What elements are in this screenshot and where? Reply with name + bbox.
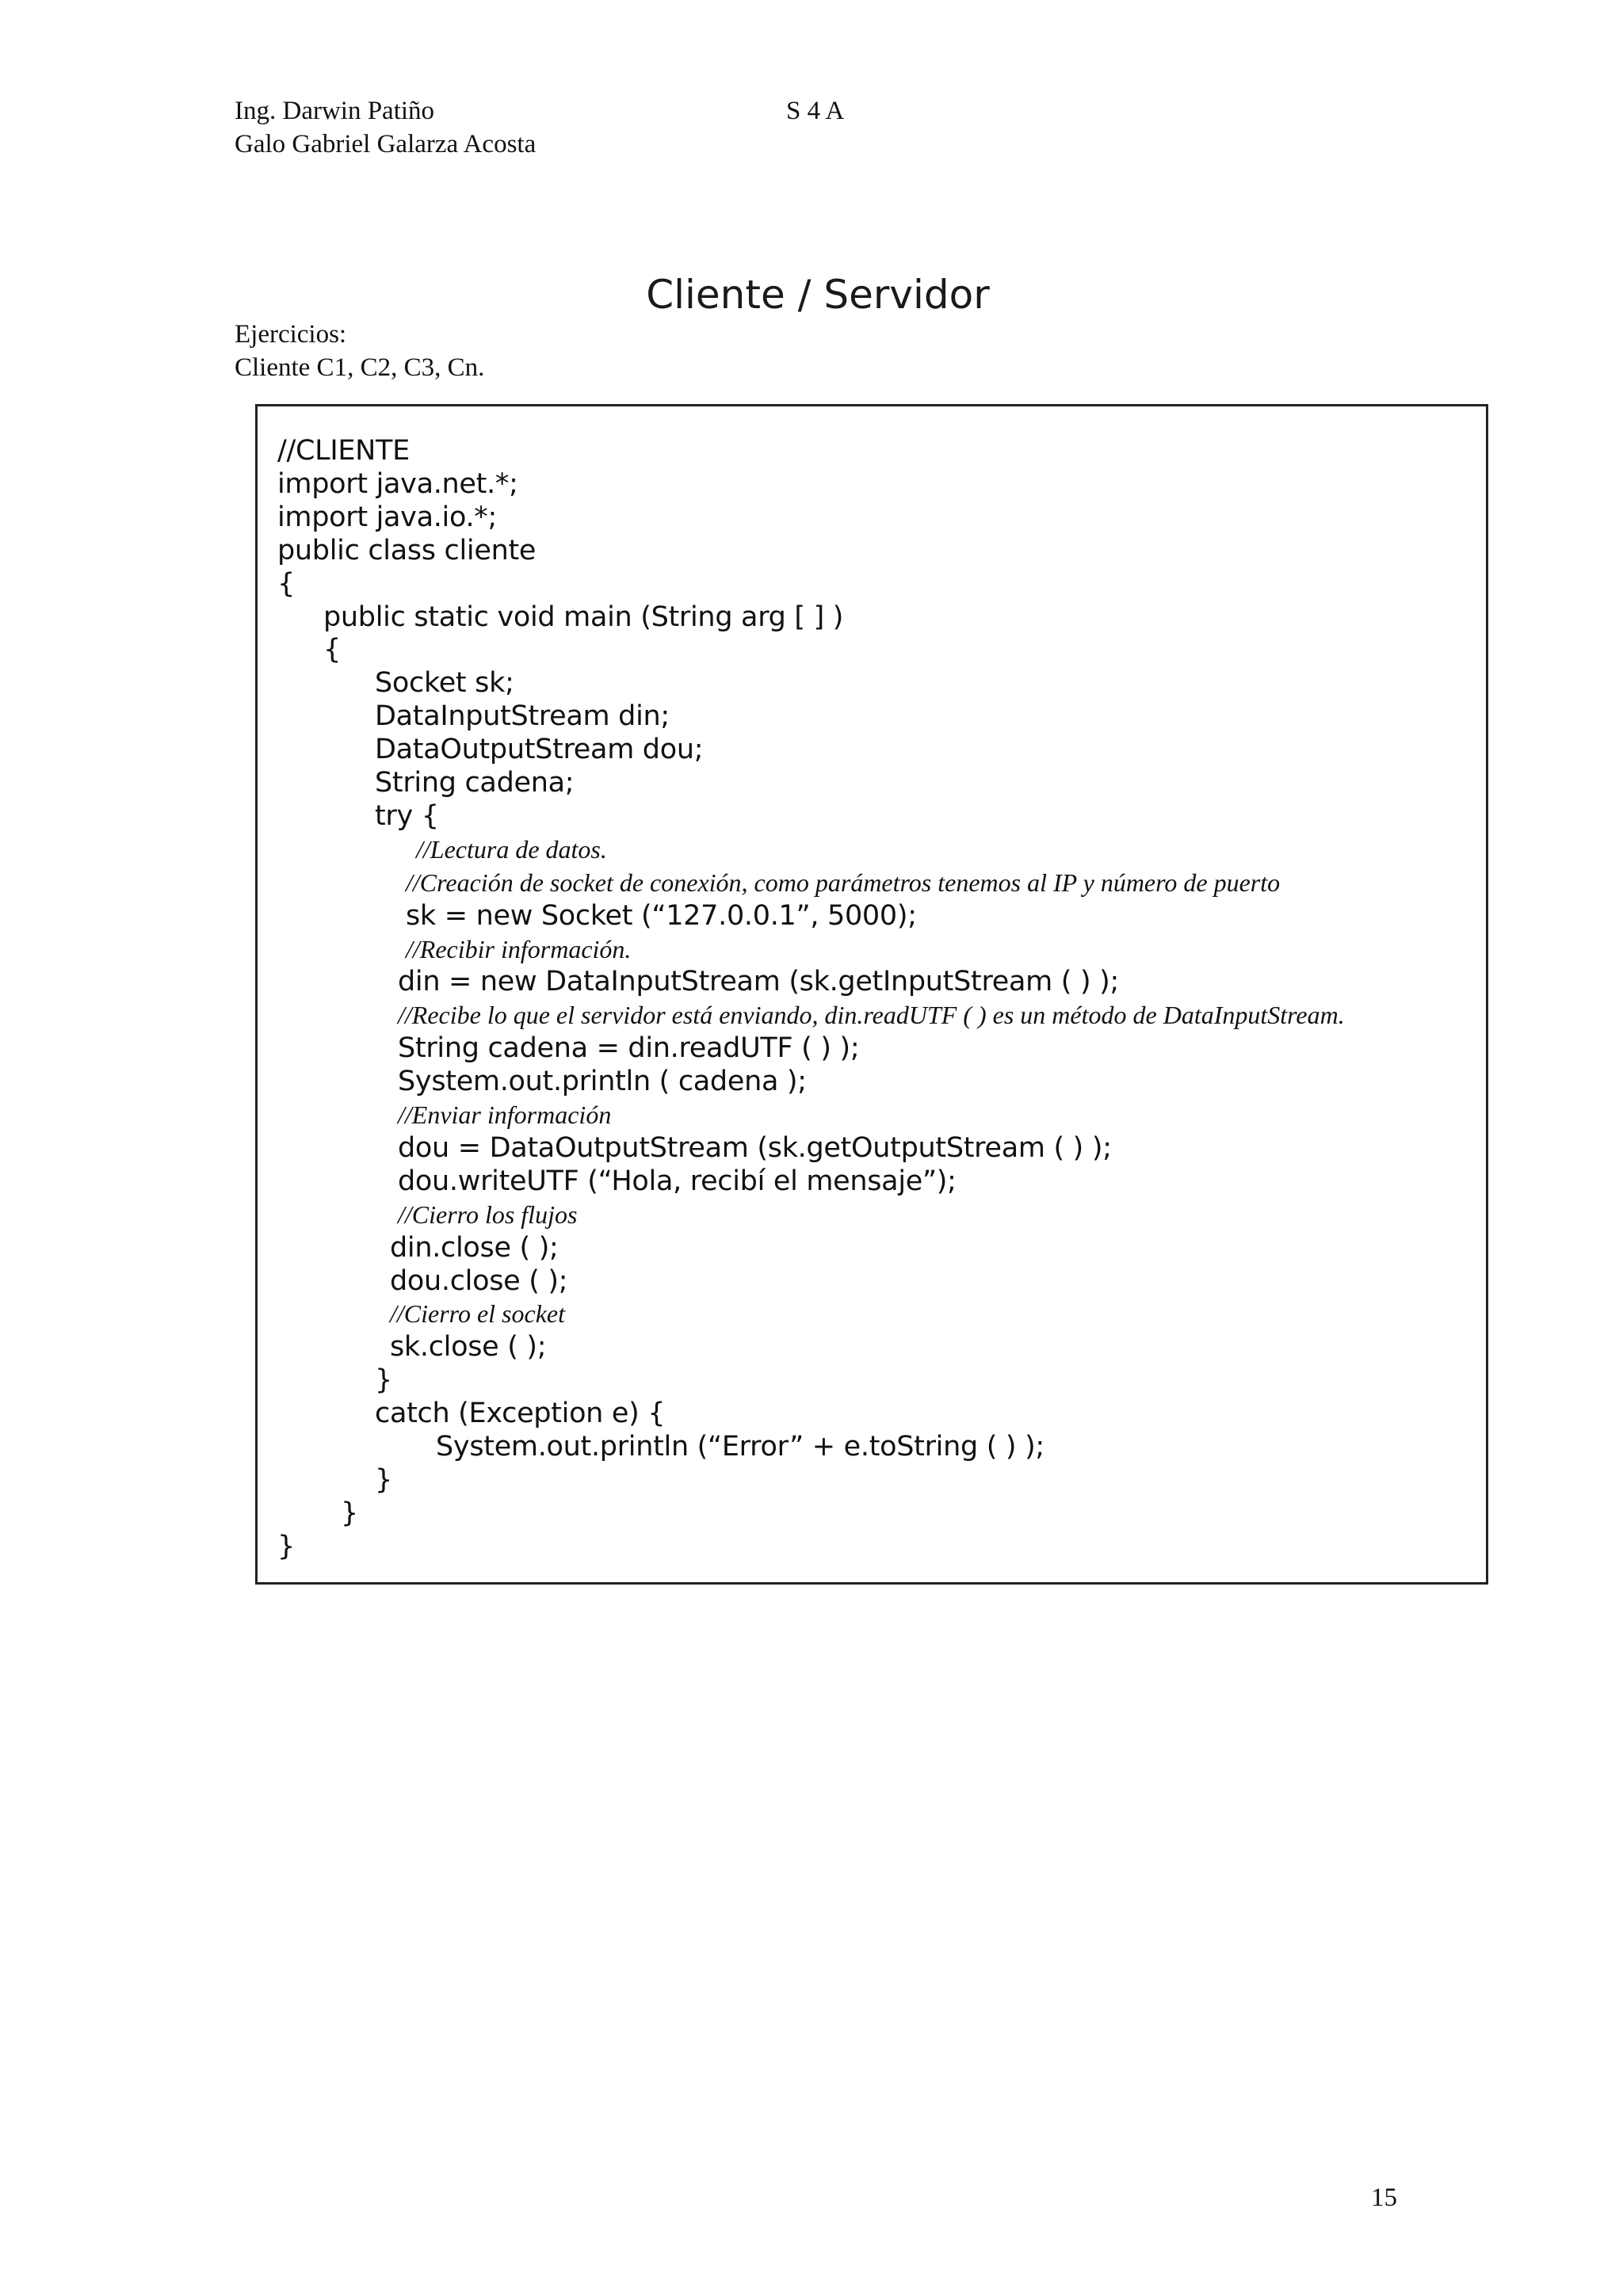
code-comment-line: //Creación de socket de conexión, como parámetros tenemos al IP y número de puerto	[406, 868, 1281, 897]
code-line: import java.net.*;	[277, 467, 518, 500]
code-line: import java.io.*;	[277, 501, 497, 533]
header-section: S 4 A	[786, 97, 845, 125]
page-number: 15	[1371, 2183, 1397, 2212]
exercises-subtitle: Cliente C1, C2, C3, Cn.	[235, 353, 485, 382]
code-comment-line: //Recibir información.	[406, 934, 632, 963]
code-line: din.close ( );	[390, 1231, 559, 1264]
code-comment-line: //Enviar información	[398, 1100, 612, 1129]
code-line: //CLIENTE	[277, 435, 410, 467]
code-line: public class cliente	[277, 534, 537, 566]
code-line: {	[323, 634, 341, 666]
code-comment-line: //Cierro el socket	[390, 1299, 565, 1329]
code-line: }	[375, 1364, 392, 1397]
code-comment-line: //Recibe lo que el servidor está enviando, din.readUTF ( ) es un método de DataInputStream.	[398, 1001, 1345, 1030]
code-comment-line: //Cierro los flujos	[398, 1199, 578, 1229]
code-line: String cadena = din.readUTF ( ) );	[398, 1032, 860, 1065]
code-line: sk.close ( );	[390, 1331, 547, 1363]
code-line: String cadena;	[375, 767, 575, 799]
code-comment-line: //Lectura de datos.	[416, 834, 607, 864]
header-author-name: Ing. Darwin Patiño	[235, 97, 435, 125]
code-line: public static void main (String arg [ ] )	[323, 601, 844, 633]
code-line: sk = new Socket (“127.0.0.1”, 5000);	[406, 899, 917, 932]
code-line: Socket sk;	[375, 667, 514, 700]
code-line: System.out.println ( cadena );	[398, 1066, 807, 1098]
code-line: try {	[375, 799, 439, 832]
code-line: dou.writeUTF (“Hola, recibí el mensaje”);	[398, 1165, 957, 1197]
code-line: }	[375, 1463, 392, 1496]
code-line: {	[277, 567, 295, 600]
code-line: DataOutputStream dou;	[375, 734, 704, 766]
code-line: din = new DataInputStream (sk.getInputStream ( ) );	[398, 966, 1119, 998]
exercises-label: Ejercicios:	[235, 320, 347, 349]
code-line: DataInputStream din;	[375, 700, 670, 733]
page-title: Cliente / Servidor	[646, 272, 990, 318]
code-line: }	[277, 1530, 295, 1562]
code-line: System.out.println (“Error” + e.toString ( ) );	[436, 1431, 1044, 1463]
header-student-name: Galo Gabriel Galarza Acosta	[235, 130, 537, 158]
code-line: catch (Exception e) {	[375, 1398, 666, 1430]
code-line: dou = DataOutputStream (sk.getOutputStream ( ) );	[398, 1131, 1112, 1164]
code-line: dou.close ( );	[390, 1264, 568, 1297]
code-line: }	[341, 1497, 358, 1529]
